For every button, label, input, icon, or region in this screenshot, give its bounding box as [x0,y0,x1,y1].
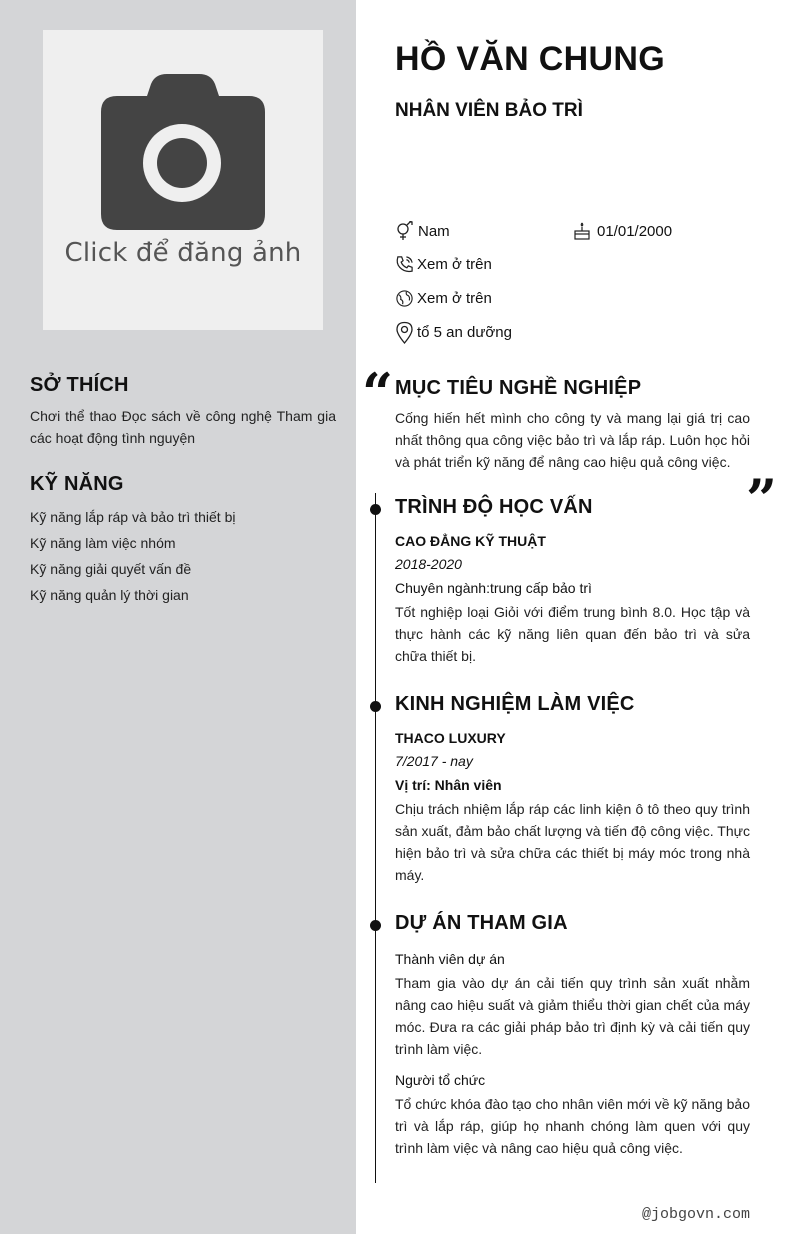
skills-section [30,473,336,612]
experience-period: 7/2017 - nay [395,753,473,769]
project-role: Người tổ chức [395,1072,486,1088]
experience-role: Vị trí: Nhân viên [395,777,502,793]
skills-heading: KỸ NĂNG [30,473,124,495]
education-heading: TRÌNH ĐỘ HỌC VẤN [395,496,593,518]
gender-icon [395,221,415,241]
skill-item: Kỹ năng giải quyết vấn đề [30,561,192,577]
birthday-info [573,221,672,241]
objective-text: Cống hiến hết mình cho công ty và mang lại giá trị cao nhất thông qua công việc bảo trì và lắp ráp. Luôn học hỏi và phát triển kỹ năng để nâng cao hiệu quả công việc. [395,410,750,470]
objective-heading: MỤC TIÊU NGHỀ NGHIỆP [395,377,642,399]
project-role: Thành viên dự án [395,951,505,967]
skill-item: Kỹ năng quản lý thời gian [30,587,189,603]
address-value: tổ 5 an dưỡng [417,324,512,341]
projects-section [395,912,750,1159]
objective-section [395,377,750,473]
timeline-dot [370,701,381,712]
timeline-dot [370,920,381,931]
timeline-dot [370,504,381,515]
education-section [395,496,750,667]
footer-brand: @jobgovn.com [641,1206,750,1223]
hobbies-text: Chơi thể thao Đọc sách về công nghệ Tham gia các hoạt động tình nguyện [30,408,336,446]
address-info [395,321,512,344]
globe-icon [395,289,414,308]
map-pin-icon [395,321,414,344]
gender-value: Nam [418,222,450,240]
website-value: Xem ở trên [417,290,492,307]
camera-icon [99,74,267,230]
candidate-position: NHÂN VIÊN BẢO TRÌ [395,100,583,121]
quote-close-icon: ” [746,467,778,531]
experience-heading: KINH NGHIỆM LÀM VIỆC [395,693,635,715]
timeline-line [375,493,376,1183]
experience-description: Chịu trách nhiệm lắp ráp các linh kiện ô tô theo quy trình sản xuất, đảm bảo chất lượng và tiến độ công việc. Thực hiện bảo trì và sửa chữa các thiết bị máy móc trong nhà máy. [395,801,750,883]
hobbies-heading: SỞ THÍCH [30,374,129,396]
skill-item: Kỹ năng làm việc nhóm [30,535,176,551]
cake-icon [573,221,591,241]
experience-company: THACO LUXURY [395,730,506,746]
education-school: CAO ĐẲNG KỸ THUẬT [395,533,546,549]
skill-item: Kỹ năng lắp ráp và bảo trì thiết bị [30,509,236,525]
quote-open-icon: “ [362,361,394,425]
website-info [395,289,492,308]
project-description: Tổ chức khóa đào tạo cho nhân viên mới về kỹ năng bảo trì và lắp ráp, giúp họ nhanh chóng làm quen với quy trình làm việc và nâng cao hiệu quả công việc. [395,1096,750,1156]
projects-heading: DỰ ÁN THAM GIA [395,912,568,934]
education-period: 2018-2020 [395,556,462,572]
photo-upload[interactable] [43,30,323,330]
candidate-name: HỒ VĂN CHUNG [395,40,665,78]
project-description: Tham gia vào dự án cải tiến quy trình sản xuất nhằm nâng cao hiệu suất và giảm thiểu thời gian chết của máy móc. Đưa ra các giải pháp bảo trì định kỳ và cải tiến quy trình làm việc. [395,975,750,1057]
phone-info [395,255,492,274]
photo-caption: Click để đăng ảnh [64,238,302,268]
phone-value: Xem ở trên [417,256,492,273]
birthday-value: 01/01/2000 [597,222,673,240]
experience-section [395,693,750,886]
gender-info [395,221,450,241]
education-major: Chuyên ngành:trung cấp bảo trì [395,580,592,596]
education-description: Tốt nghiệp loại Giỏi với điểm trung bình 8.0. Học tập và thực hành các kỹ năng liên quan đến bảo trì và sửa chữa thiết bị. [395,604,750,664]
hobbies-section [30,374,336,449]
phone-icon [395,255,414,274]
